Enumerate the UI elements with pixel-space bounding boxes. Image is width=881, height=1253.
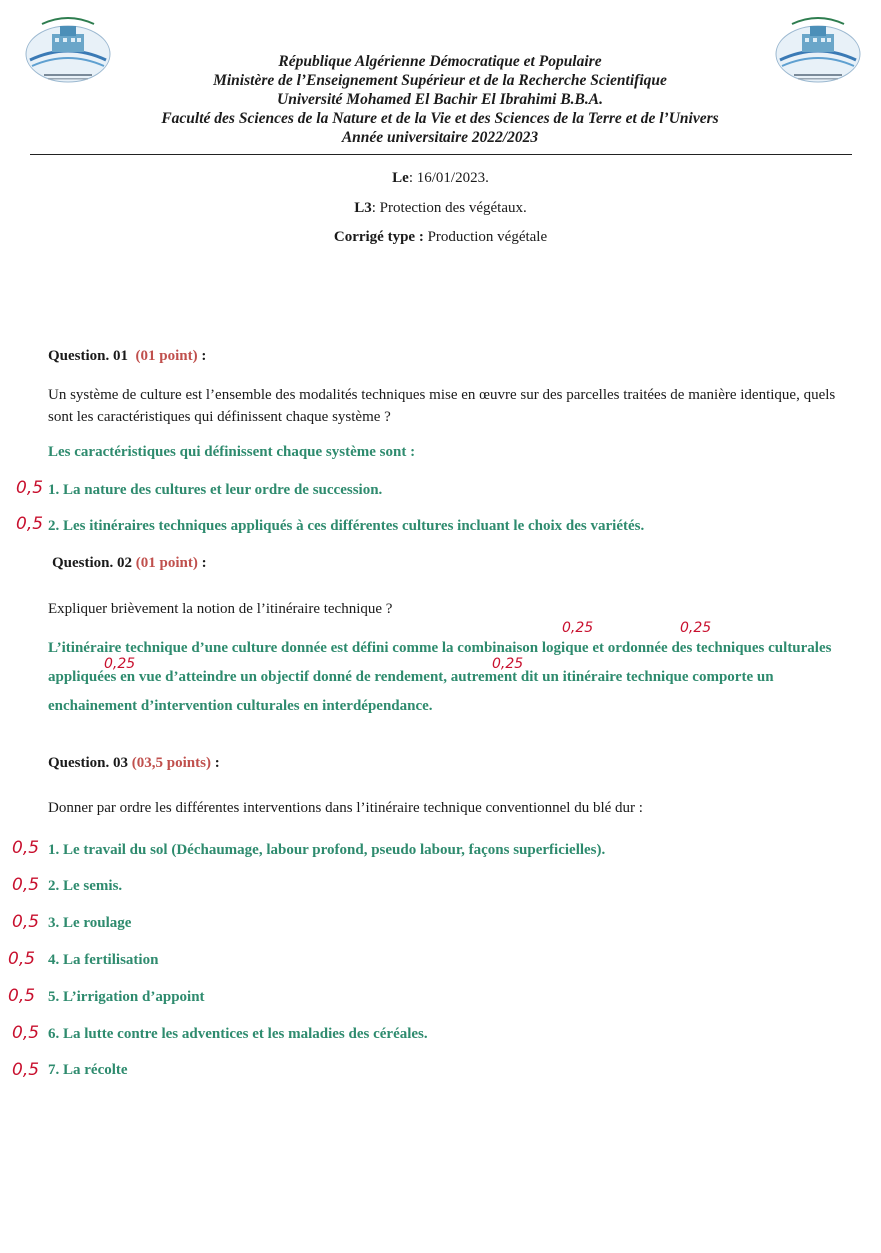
exam-subject <box>0 229 881 246</box>
question-3-answer-2: 2. Le semis. <box>48 878 123 894</box>
header-line-ministry: Ministère de l’Enseignement Supérieur et de la Recherche Scientifique <box>213 72 667 89</box>
question-3-label: Question. 03 <box>48 755 129 771</box>
grade-mark: 0,5 <box>12 912 40 932</box>
question-3-answer-1: 1. Le travail du sol (Déchaumage, labour profond, pseudo labour, façons superficielles). <box>48 842 606 858</box>
question-3-text: Donner par ordre les différentes interventions dans l’itinéraire technique conventionnel du blé dur : <box>48 800 643 816</box>
institution-header <box>100 52 780 147</box>
grade-mark: 0,5 <box>12 838 40 858</box>
question-1-points: (01 point) <box>135 348 198 364</box>
grade-mark: 0,5 <box>16 514 44 534</box>
question-3-answer-3: 3. Le roulage <box>48 915 132 931</box>
header-line-year: Année universitaire 2022/2023 <box>341 129 539 146</box>
question-3-answer-5: 5. L’irrigation d’appoint <box>48 989 205 1005</box>
grade-mark: 0,5 <box>8 949 36 969</box>
level-value: : Protection des végétaux. <box>371 200 527 216</box>
level-label: L3 <box>354 200 372 216</box>
exam-level <box>0 200 881 217</box>
exam-date <box>0 170 881 187</box>
question-2-colon: : <box>197 555 207 571</box>
question-3-points: (03,5 points) <box>131 755 211 771</box>
grade-mark: 0,5 <box>16 478 44 498</box>
question-1-heading <box>48 348 206 365</box>
question-1-label: Question. 01 <box>48 348 129 364</box>
grade-mark: 0,5 <box>8 986 36 1006</box>
grade-mark: 0,5 <box>12 1060 40 1080</box>
grade-mark: 0,25 <box>104 656 136 672</box>
question-3-answer-4: 4. La fertilisation <box>48 952 159 968</box>
header-line-university: Université Mohamed El Bachir El Ibrahimi B.B.A. <box>277 91 603 108</box>
question-2-points: (01 point) <box>135 555 198 571</box>
grade-mark: 0,25 <box>562 620 594 636</box>
question-3-heading <box>48 755 220 772</box>
header-divider <box>30 154 852 155</box>
question-3-answer-6: 6. La lutte contre les adventices et les maladies des céréales. <box>48 1026 428 1042</box>
grade-mark: 0,25 <box>680 620 712 636</box>
question-2-answer: L’itinéraire technique d’une culture donnée est défini comme la combinaison logique et ordonnée des techniques culturales appliquées en vue d’atteindre un objectif donné de rendement, autrement dit un itinéraire technique comporte un enchainement d’intervention culturales en interdépendance. <box>48 640 832 714</box>
question-2-label: Question. 02 <box>52 555 133 571</box>
question-1-answer-2: 2. Les itinéraires techniques appliqués à ces différentes cultures incluant le choix des variétés. <box>48 518 645 534</box>
question-3-colon: : <box>210 755 220 771</box>
grade-mark: 0,25 <box>492 656 524 672</box>
grade-mark: 0,5 <box>12 1023 40 1043</box>
date-label: Le <box>392 170 409 186</box>
university-logo-right <box>772 12 864 90</box>
question-2-text: Expliquer brièvement la notion de l’itinéraire technique ? <box>48 601 393 617</box>
question-2-heading <box>52 555 207 572</box>
header-line-republic: République Algérienne Démocratique et Populaire <box>278 53 602 70</box>
question-1-answer-1: 1. La nature des cultures et leur ordre de succession. <box>48 482 383 498</box>
question-1-colon: : <box>197 348 207 364</box>
corrige-value: Production végétale <box>423 229 548 245</box>
university-logo-icon <box>772 12 864 90</box>
date-value: : 16/01/2023. <box>408 170 489 186</box>
grade-mark: 0,5 <box>12 875 40 895</box>
question-1-answer-intro: Les caractéristiques qui définissent chaque système sont : <box>48 444 416 460</box>
question-1-text: Un système de culture est l’ensemble des modalités techniques mise en œuvre sur des parcelles traitées de manière identique, quels sont les caractéristiques qui définissent chaque système ? <box>48 387 836 425</box>
corrige-label: Corrigé type : <box>333 229 424 245</box>
question-3-answer-7: 7. La récolte <box>48 1062 128 1078</box>
header-line-faculty: Faculté des Sciences de la Nature et de la Vie et des Sciences de la Terre et de l’Univers <box>161 110 719 127</box>
